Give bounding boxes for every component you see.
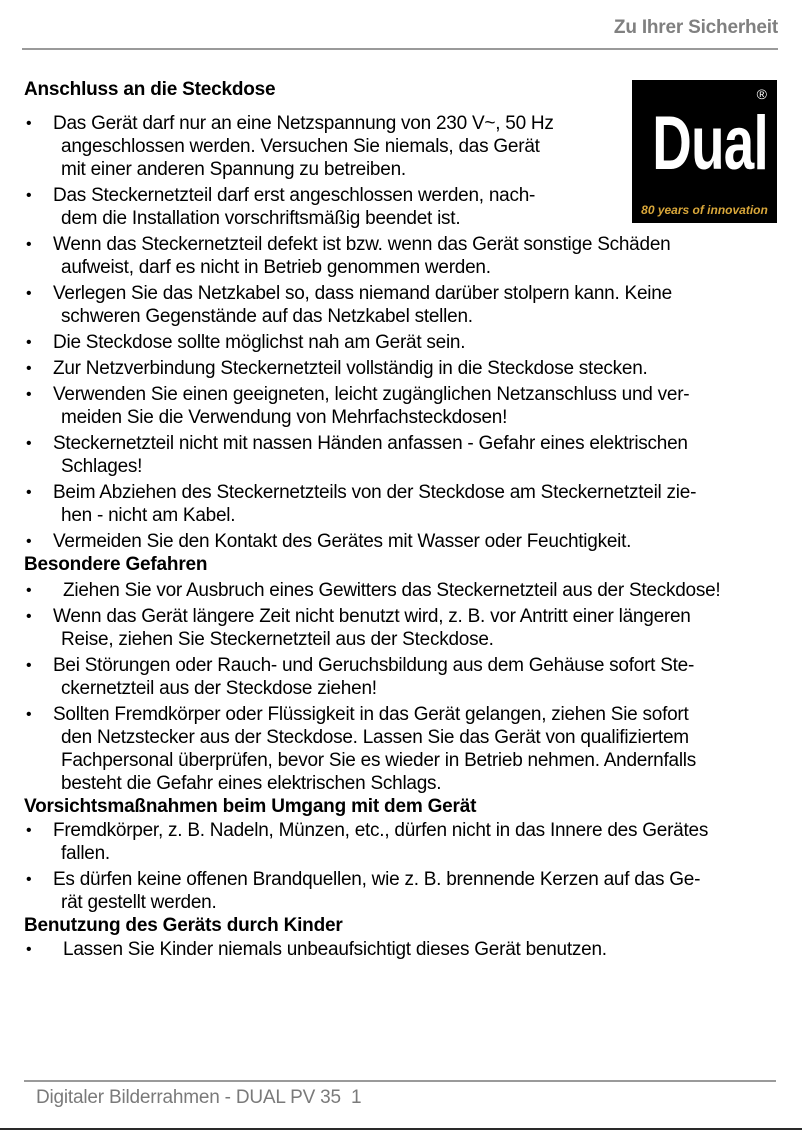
item-line: Das Steckernetzteil darf erst angeschlossen werden, nach- — [53, 185, 536, 206]
list-item — [24, 282, 784, 328]
item-line: Wenn das Steckernetzteil defekt ist bzw. wenn das Gerät sonstige Schäden — [53, 234, 671, 255]
list-item — [24, 432, 784, 478]
bullet-icon: • — [26, 941, 32, 958]
item-line: meiden Sie die Verwendung von Mehrfachsteckdosen! — [61, 407, 508, 428]
list-item — [24, 112, 643, 181]
item-line: Die Steckdose sollte möglichst nah am Gerät sein. — [53, 332, 466, 353]
list-item — [24, 605, 784, 651]
document-body — [24, 78, 784, 964]
footer-text: Digitaler Bilderrahmen - DUAL PV 35 1 — [36, 1087, 362, 1108]
bullet-icon: • — [26, 285, 32, 302]
page-header — [22, 0, 778, 50]
bullet-list — [24, 579, 784, 795]
item-line: Ziehen Sie vor Ausbruch eines Gewitters das Steckernetzteil aus der Steckdose! — [63, 580, 721, 601]
item-line: rät gestellt werden. — [61, 892, 217, 913]
item-line: Das Gerät darf nur an eine Netzspannung von 230 V~, 50 Hz — [53, 113, 554, 134]
list-item — [24, 530, 784, 553]
item-line: dem die Installation vorschriftsmäßig beendet ist. — [61, 208, 461, 229]
bullet-icon: • — [26, 435, 32, 452]
item-line: Wenn das Gerät längere Zeit nicht benutzt wird, z. B. vor Antritt einer längeren — [53, 606, 691, 627]
item-line: Reise, ziehen Sie Steckernetzteil aus der Steckdose. — [61, 629, 494, 650]
list-item — [24, 383, 784, 429]
list-item — [24, 703, 784, 795]
bullet-icon: • — [26, 386, 32, 403]
bullet-icon: • — [26, 115, 32, 132]
item-line: Verlegen Sie das Netzkabel so, dass niemand darüber stolpern kann. Keine — [53, 283, 672, 304]
item-line: Sollten Fremdkörper oder Flüssigkeit in das Gerät gelangen, ziehen Sie sofort — [53, 704, 689, 725]
item-line: Verwenden Sie einen geeigneten, leicht zugänglichen Netzanschluss und ver- — [53, 384, 690, 405]
item-line: Es dürfen keine offenen Brandquellen, wie z. B. brennende Kerzen auf das Ge- — [53, 869, 701, 890]
list-item — [24, 819, 784, 865]
list-item — [24, 868, 784, 914]
section-heading: Vorsichtsmaßnahmen beim Umgang mit dem Gerät — [24, 796, 477, 817]
bullet-icon: • — [26, 484, 32, 501]
item-line: ckernetzteil aus der Steckdose ziehen! — [61, 678, 377, 699]
item-line: den Netzstecker aus der Steckdose. Lassen Sie das Gerät von qualifiziertem — [61, 727, 689, 748]
item-line: fallen. — [61, 843, 110, 864]
bullet-icon: • — [26, 657, 32, 674]
list-item — [24, 233, 784, 279]
item-line: angeschlossen werden. Versuchen Sie niemals, das Gerät — [61, 136, 540, 157]
item-line: hen - nicht am Kabel. — [61, 505, 236, 526]
item-line: schweren Gegenstände auf das Netzkabel stellen. — [61, 306, 473, 327]
item-line: Fachpersonal überprüfen, bevor Sie es wieder in Betrieb nehmen. Andernfalls — [61, 750, 697, 771]
bullet-list — [24, 819, 784, 914]
item-line: aufweist, darf es nicht in Betrieb genommen werden. — [61, 257, 491, 278]
registered-mark-icon: ® — [756, 86, 767, 102]
list-item — [24, 184, 643, 230]
logo-tagline: 80 years of innovation — [641, 203, 768, 217]
list-item — [24, 654, 784, 700]
item-line: Bei Störungen oder Rauch- und Geruchsbildung aus dem Gehäuse sofort Ste- — [53, 655, 695, 676]
bullet-list — [24, 112, 784, 553]
list-item — [24, 481, 784, 527]
list-item — [24, 357, 784, 380]
item-line: besteht die Gefahr eines elektrischen Schlags. — [61, 773, 442, 794]
section-heading: Benutzung des Geräts durch Kinder — [24, 915, 343, 936]
item-line: Fremdkörper, z. B. Nadeln, Münzen, etc., dürfen nicht in das Innere des Gerätes — [53, 820, 709, 841]
bullet-icon: • — [26, 706, 32, 723]
bullet-icon: • — [26, 236, 32, 253]
section-heading: Anschluss an die Steckdose — [24, 79, 276, 100]
item-line: Zur Netzverbindung Steckernetzteil vollständig in die Steckdose stecken. — [53, 358, 648, 379]
bullet-icon: • — [26, 822, 32, 839]
header-title: Zu Ihrer Sicherheit — [613, 17, 778, 38]
logo-brand: Dual — [652, 101, 769, 186]
item-line: Beim Abziehen des Steckernetzteils von der Steckdose am Steckernetzteil zie- — [53, 482, 697, 503]
bullet-icon: • — [26, 360, 32, 377]
bullet-icon: • — [26, 533, 32, 550]
bullet-list — [24, 938, 784, 961]
bullet-icon: • — [26, 187, 32, 204]
list-item — [24, 579, 784, 602]
bullet-icon: • — [26, 334, 32, 351]
page-footer — [24, 1080, 776, 1108]
bullet-icon: • — [26, 608, 32, 625]
bullet-icon: • — [26, 582, 32, 599]
item-line: Vermeiden Sie den Kontakt des Gerätes mit Wasser oder Feuchtigkeit. — [53, 531, 632, 552]
item-line: Lassen Sie Kinder niemals unbeaufsichtigt dieses Gerät benutzen. — [63, 939, 607, 960]
item-line: Steckernetzteil nicht mit nassen Händen anfassen - Gefahr eines elektrischen — [53, 433, 688, 454]
list-item — [24, 331, 784, 354]
item-line: Schlages! — [61, 456, 143, 477]
item-line: mit einer anderen Spannung zu betreiben. — [61, 159, 406, 180]
bullet-icon: • — [26, 871, 32, 888]
section-heading: Besondere Gefahren — [24, 554, 208, 575]
list-item — [24, 938, 784, 961]
